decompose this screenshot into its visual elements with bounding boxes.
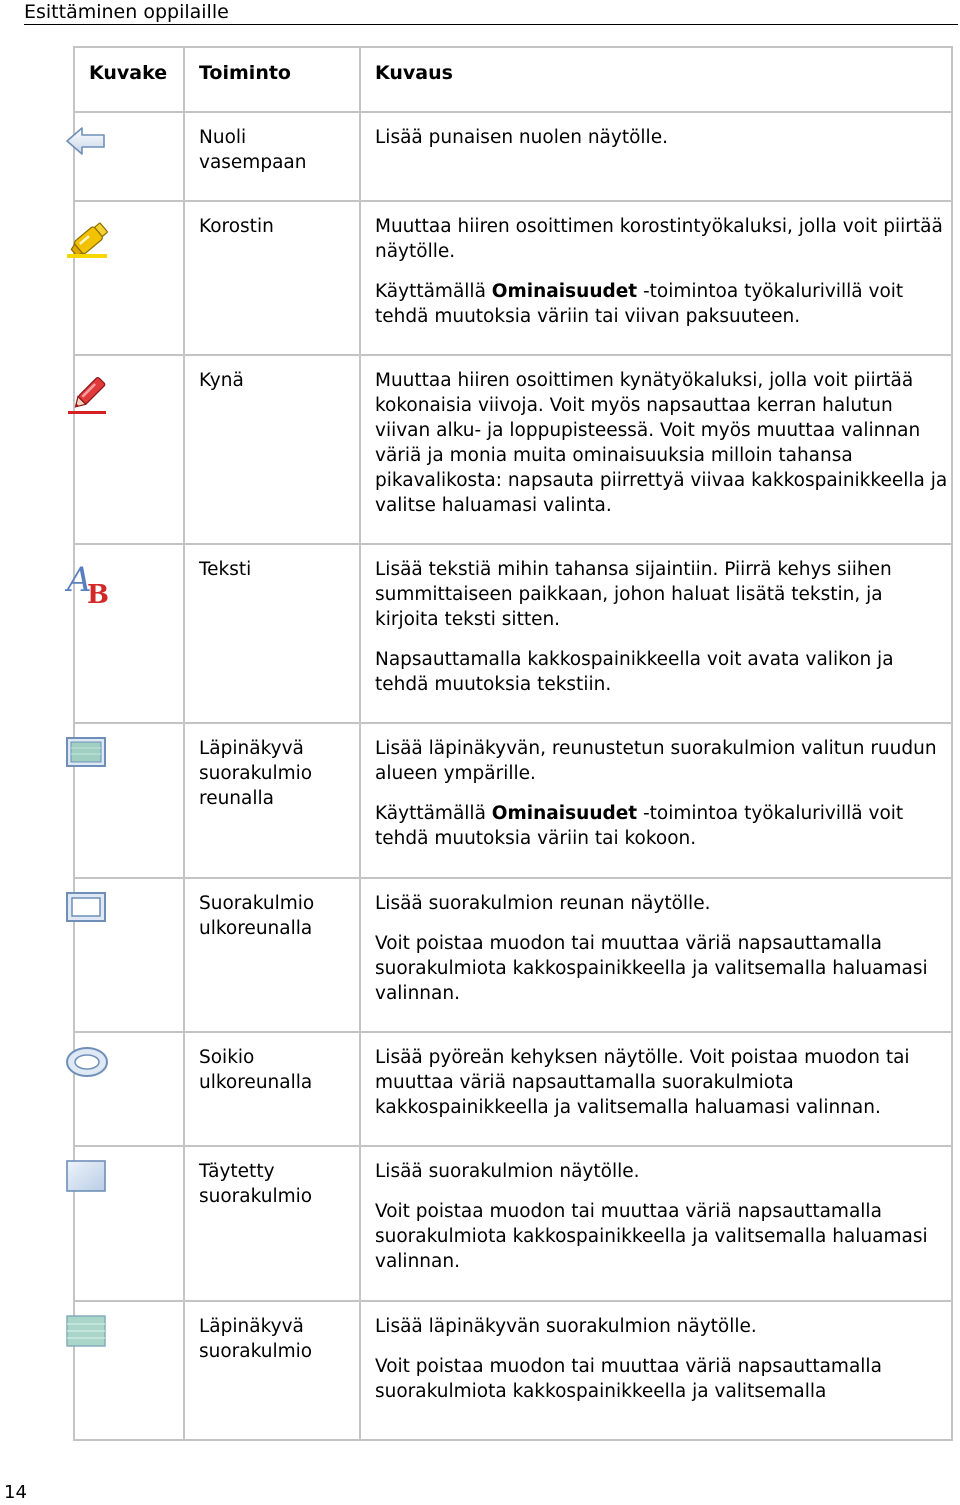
- transparent-bordered-rectangle-icon: [65, 736, 107, 768]
- function-name: Korostin: [184, 201, 360, 355]
- description-cell: [360, 1301, 952, 1440]
- table-row: [74, 1146, 952, 1301]
- description-text: Lisää pyöreän kehyksen näytölle. Voit poistaa muodon tai muuttaa väriä napsauttamalla suorakulmiota kakkospainikkeella ja valitsemalla haluamasi valinnan.: [375, 1047, 910, 1118]
- svg-text:B: B: [87, 580, 109, 607]
- description-cell: [360, 1032, 952, 1146]
- ellipse-outline-icon: [65, 1045, 109, 1079]
- arrow-left-icon: [65, 125, 107, 157]
- description-text: Voit poistaa muodon tai muuttaa väriä napsauttamalla suorakulmiota kakkospainikkeella ja valitsemalla haluamasi valinnan.: [375, 933, 928, 1004]
- icon-cell: [67, 544, 184, 723]
- transparent-rectangle-icon: [65, 1314, 107, 1348]
- icon-cell: [74, 201, 184, 355]
- table-row: [74, 723, 952, 878]
- ominaisuudet-bold: Ominaisuudet: [491, 803, 638, 824]
- function-name: Teksti: [184, 544, 360, 723]
- description-cell: [360, 355, 952, 544]
- description-text: Lisää suorakulmion näytölle.: [375, 1161, 640, 1182]
- description-cell: [360, 112, 952, 201]
- text-icon: [65, 557, 115, 607]
- description-cell: [360, 201, 952, 355]
- description-text: Käyttämällä Ominaisuudet -toimintoa työkalurivillä voit tehdä muutoksia väriin tai kokoon.: [375, 803, 904, 849]
- highlighter-icon: [65, 214, 115, 264]
- description-cell: [360, 723, 952, 878]
- table-row: [74, 544, 952, 723]
- description-text: Muuttaa hiiren osoittimen kynätyökaluksi, jolla voit piirtää kokonaisia viivoja. Voit myös napsauttaa kerran halutun viivan alku- ja loppupisteessä. Voit myös muuttaa valinnan väriä ja monia muita ominaisuuksia milloin tahansa pikavalikosta: napsauta piirrettyä viivaa kakkospainikkeella ja valitse haluamasi valinta.: [375, 370, 948, 516]
- table-header-row: [74, 47, 952, 112]
- function-name: Kynä: [184, 355, 360, 544]
- icon-cell: [74, 878, 184, 1032]
- icon-cell: [74, 355, 184, 544]
- function-name: Nuoli vasempaan: [184, 112, 360, 201]
- table-row: [74, 878, 952, 1032]
- description-text: Lisää punaisen nuolen näytölle.: [375, 127, 668, 148]
- function-name: Soikio ulkoreunalla: [184, 1032, 360, 1146]
- icon-cell: [74, 112, 184, 201]
- description-text: Napsauttamalla kakkospainikkeella voit avata valikon ja tehdä muutoksia tekstiin.: [375, 649, 894, 695]
- column-header-icon: Kuvake: [74, 47, 184, 112]
- description-cell: [360, 878, 952, 1032]
- tool-table: [67, 46, 953, 1441]
- page-header: Esittäminen oppilaille: [24, 0, 958, 25]
- table-row: [74, 1032, 952, 1146]
- svg-text:A: A: [67, 560, 92, 600]
- description-text: Voit poistaa muodon tai muuttaa väriä napsauttamalla suorakulmiota kakkospainikkeella ja valitsemalla haluamasi valinnan.: [375, 1201, 928, 1272]
- table-row: [74, 112, 952, 201]
- function-name: Läpinäkyvä suorakulmio: [184, 1301, 360, 1440]
- description-text: Lisää läpinäkyvän suorakulmion näytölle.: [375, 1316, 757, 1337]
- function-name: Läpinäkyvä suorakulmio reunalla: [184, 723, 360, 878]
- table-row: [74, 355, 952, 544]
- filled-rectangle-icon: [65, 1159, 107, 1193]
- function-name: Täytetty suorakulmio: [184, 1146, 360, 1301]
- table-row: [74, 201, 952, 355]
- description-text: Lisää suorakulmion reunan näytölle.: [375, 893, 711, 914]
- description-cell: [360, 544, 952, 723]
- column-header-function: Toiminto: [184, 47, 360, 112]
- function-name: Suorakulmio ulkoreunalla: [184, 878, 360, 1032]
- icon-cell: [74, 1032, 184, 1146]
- icon-cell: [74, 1301, 184, 1440]
- icon-cell: [74, 1146, 184, 1301]
- description-text: Voit poistaa muodon tai muuttaa väriä napsauttamalla suorakulmiota kakkospainikkeella ja valitsemalla: [375, 1356, 882, 1402]
- description-text: Käyttämällä Ominaisuudet -toimintoa työkalurivillä voit tehdä muutoksia väriin tai viivan paksuuteen.: [375, 281, 904, 327]
- page-number: 14: [4, 1482, 27, 1503]
- rectangle-outline-icon: [65, 891, 107, 923]
- description-text: Muuttaa hiiren osoittimen korostintyökaluksi, jolla voit piirtää näytölle.: [375, 216, 943, 262]
- pen-icon: [65, 368, 115, 418]
- icon-cell: [74, 723, 184, 878]
- description-text: Lisää tekstiä mihin tahansa sijaintiin. Piirrä kehys siihen summittaiseen paikkaan, johon haluat lisätä tekstin, ja kirjoita teksti sitten.: [375, 559, 892, 630]
- table-row: [74, 1301, 952, 1440]
- description-text: Lisää läpinäkyvän, reunustetun suorakulmion valitun ruudun alueen ympärille.: [375, 738, 937, 784]
- description-cell: [360, 1146, 952, 1301]
- ominaisuudet-bold: Ominaisuudet: [491, 281, 638, 302]
- column-header-description: Kuvaus: [360, 47, 952, 112]
